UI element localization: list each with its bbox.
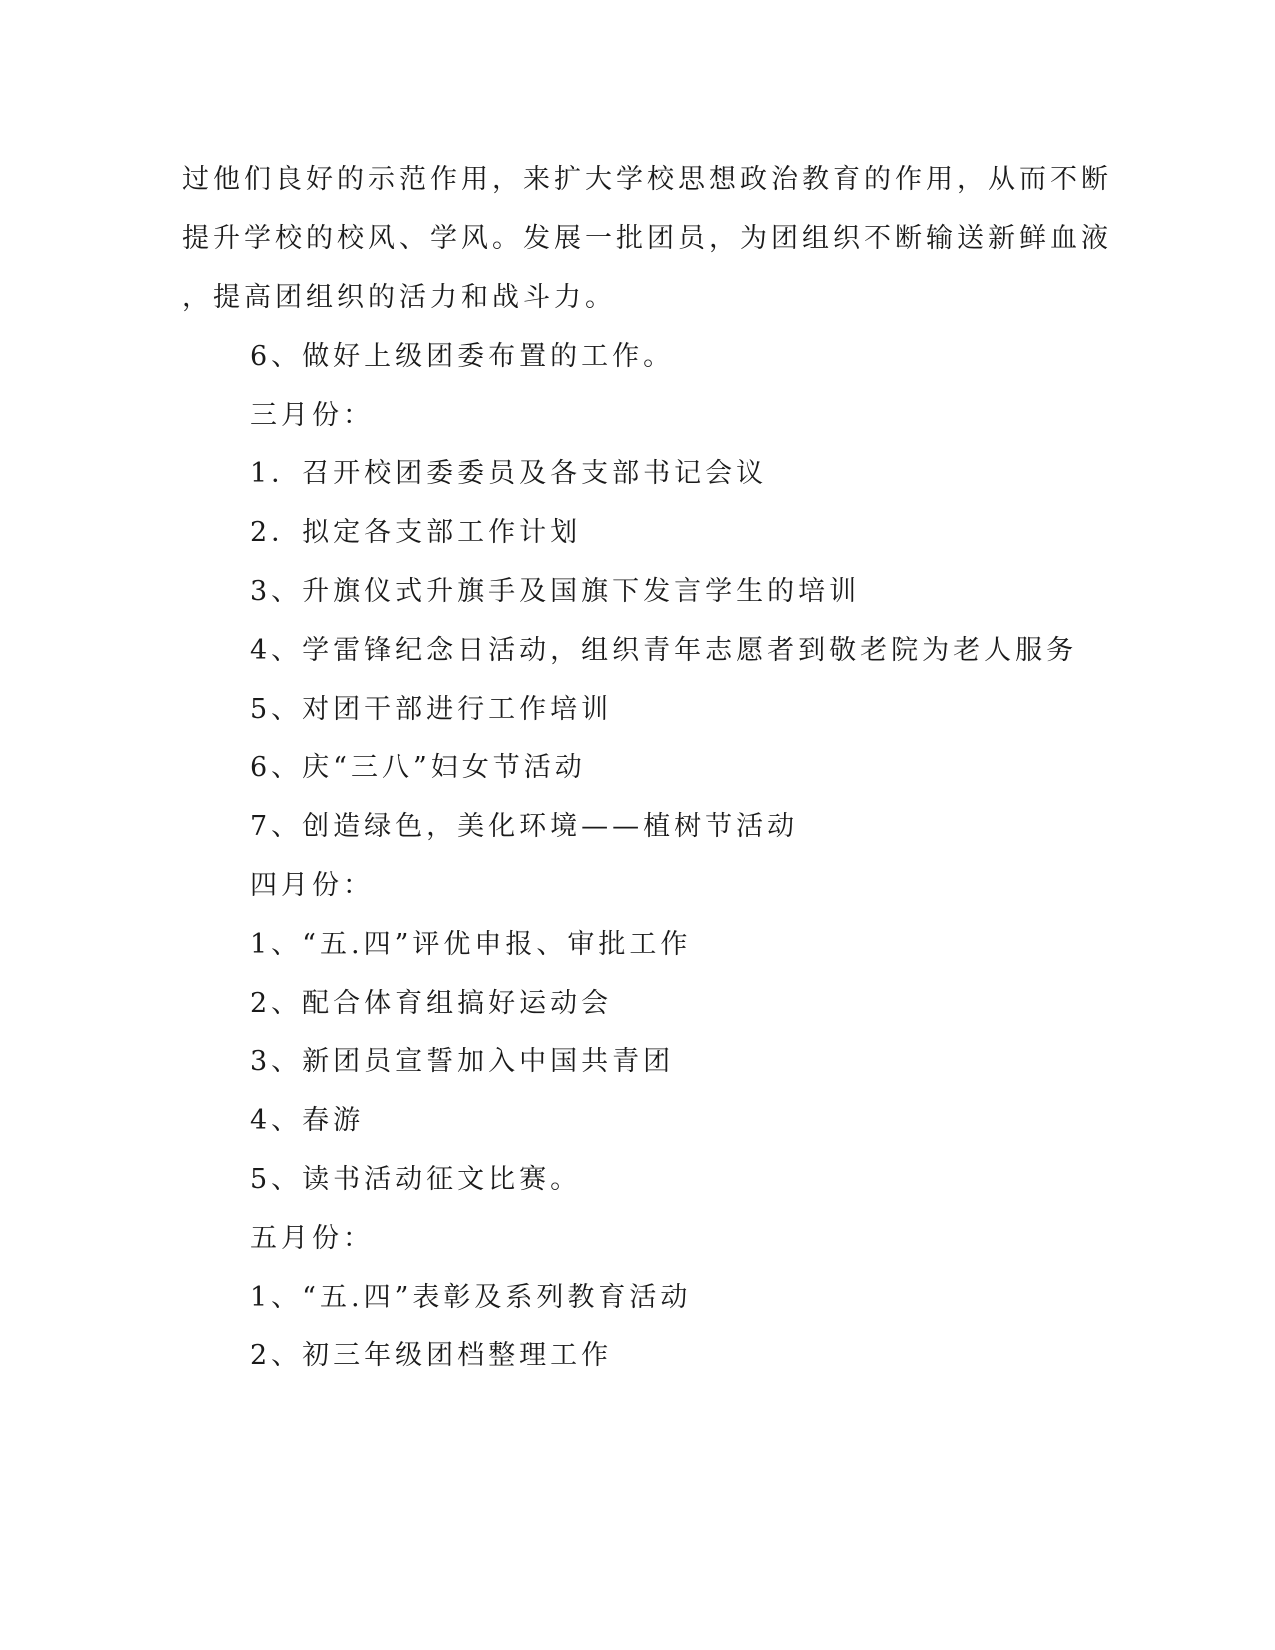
list-item: 3、新团员宣誓加入中国共青团 bbox=[250, 1046, 675, 1077]
list-item: 6、庆“三八”妇女节活动 bbox=[250, 752, 586, 783]
list-item: 4、学雷锋纪念日活动，组织青年志愿者到敬老院为老人服务 bbox=[250, 635, 1078, 666]
paragraph-line: 提升学校的校风、学风。发展一批团员，为团组织不断输送新鲜血液 bbox=[182, 223, 1112, 254]
list-item: 1、“五.四”表彰及系列教育活动 bbox=[250, 1282, 692, 1313]
list-item: 2．拟定各支部工作计划 bbox=[250, 517, 582, 548]
list-item: 7、创造绿色，美化环境——植树节活动 bbox=[250, 811, 799, 842]
section-heading-may: 五月份： bbox=[250, 1223, 374, 1254]
list-item: 6、做好上级团委布置的工作。 bbox=[250, 341, 675, 372]
list-item: 1、“五.四”评优申报、审批工作 bbox=[250, 929, 692, 960]
list-item: 5、对团干部进行工作培训 bbox=[250, 694, 613, 725]
list-item: 5、读书活动征文比赛。 bbox=[250, 1164, 582, 1195]
list-item: 2、配合体育组搞好运动会 bbox=[250, 988, 613, 1019]
section-heading-april: 四月份： bbox=[250, 870, 374, 901]
paragraph-line: 过他们良好的示范作用，来扩大学校思想政治教育的作用，从而不断 bbox=[182, 164, 1112, 195]
section-heading-march: 三月份： bbox=[250, 400, 374, 431]
list-item: 3、升旗仪式升旗手及国旗下发言学生的培训 bbox=[250, 576, 861, 607]
list-item: 1．召开校团委委员及各支部书记会议 bbox=[250, 458, 768, 489]
list-item: 4、春游 bbox=[250, 1105, 365, 1136]
list-item: 2、初三年级团档整理工作 bbox=[250, 1340, 613, 1371]
paragraph-line: ，提高团组织的活力和战斗力。 bbox=[182, 282, 616, 313]
